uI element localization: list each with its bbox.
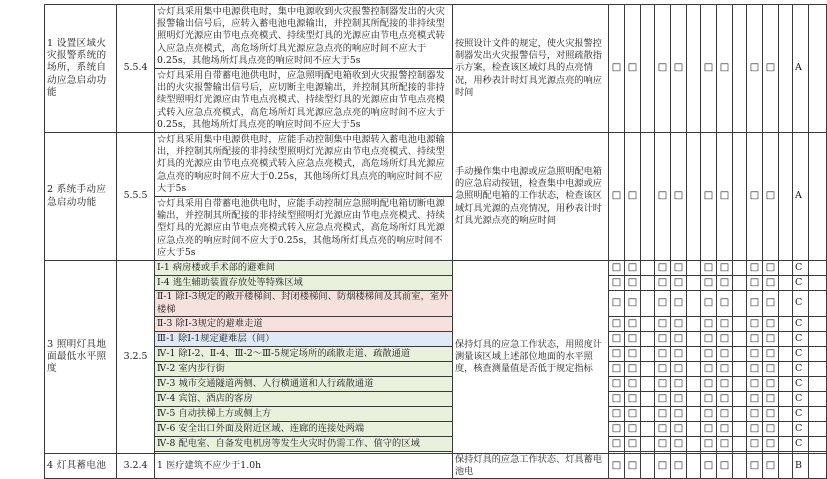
checkbox[interactable]: □ [717, 407, 733, 422]
checkbox[interactable]: □ [609, 276, 625, 291]
item-cell: 2 系统手动应急启动功能 [45, 133, 117, 261]
checkbox[interactable]: □ [701, 261, 717, 276]
checkbox[interactable]: □ [625, 392, 641, 407]
checkbox[interactable]: □ [701, 5, 717, 133]
blank-cell [733, 362, 747, 377]
sub-requirement-cell: Ⅳ-5 自动扶梯上方或侧上方 [155, 407, 453, 422]
checkbox[interactable]: □ [717, 422, 733, 437]
method-cell: 手动操作集中电源或应急照明配电箱的应急启动按钮，检查集中电源或应急照明配电箱的工作状态，检查该区域灯具光源的点亮情况，用秒表计时灯具光源点亮的响应时间 [453, 133, 609, 261]
category-cell: C [793, 317, 809, 332]
blank-cell [733, 347, 747, 362]
table-row [45, 5, 827, 69]
blank-cell [733, 422, 747, 437]
checkbox[interactable]: □ [655, 437, 671, 452]
checkbox[interactable]: □ [625, 5, 641, 133]
blank-cell [779, 392, 793, 407]
sub-requirement-cell: Ⅳ-3 城市交通隧道两侧、人行横通道和人行疏散通道 [155, 377, 453, 392]
checkbox[interactable]: □ [655, 332, 671, 347]
checkbox[interactable]: □ [701, 133, 717, 261]
blank-cell [641, 437, 655, 452]
checkbox[interactable]: □ [609, 392, 625, 407]
checkbox[interactable]: □ [747, 437, 763, 452]
checkbox[interactable]: □ [625, 291, 641, 317]
checkbox[interactable]: □ [655, 407, 671, 422]
blank-cell [687, 332, 701, 347]
checkbox[interactable]: □ [671, 5, 687, 133]
category-cell: C [793, 332, 809, 347]
requirement-cell: 1 医疗建筑不应少于1.0h [155, 454, 453, 479]
checkbox[interactable]: □ [763, 347, 779, 362]
table-row [45, 377, 827, 392]
blank-cell [641, 332, 655, 347]
checkbox[interactable]: □ [717, 5, 733, 133]
checkbox[interactable]: □ [609, 437, 625, 452]
blank-cell [779, 276, 793, 291]
blank-cell [809, 392, 827, 407]
blank-cell [809, 347, 827, 362]
sub-requirement-cell: Ⅰ-4 逃生辅助装置存放处等特殊区域 [155, 276, 453, 291]
blank-cell [809, 422, 827, 437]
requirement-cell: ☆灯具采用自带蓄电池供电时，应能手动控制应急照明配电箱切断电源输出，并控制其所配接的非持续型照明灯光源应由节电点亮模式、持续型灯具的光源应由节电点亮模式转入应急点亮模式，高危场所灯具光源应急点亮的响应时间不应大于0.25s，其他场所灯具点亮的响应时间不应大于5s [155, 197, 453, 261]
category-cell: C [793, 407, 809, 422]
requirement-cell: ☆灯具采用自带蓄电池供电时，应急照明配电箱收到火灾报警控制器发出的火灾报警输出信号后，应切断主电源输出，并控制其所配接的非持续型照明灯光源应由节电点亮模式、持续型灯具的光源应由节电点亮模式转入应急点亮模式，高危场所灯具光源应急点亮的响应时间不应大于0.25s，其他场所灯具点亮的响应时间不应大于5s [155, 69, 453, 133]
checkbox[interactable]: □ [625, 332, 641, 347]
blank-cell [733, 261, 747, 276]
checkbox[interactable]: □ [747, 133, 763, 261]
blank-cell [733, 317, 747, 332]
blank-cell [809, 454, 827, 479]
checkbox[interactable]: □ [609, 422, 625, 437]
table-row [45, 422, 827, 437]
checkbox[interactable]: □ [655, 422, 671, 437]
checkbox[interactable]: □ [763, 261, 779, 276]
checkbox[interactable]: □ [763, 133, 779, 261]
item-cell: 1 设置区域火灾报警系统的场所，系统自动应急启动功能 [45, 5, 117, 133]
checkbox[interactable]: □ [747, 422, 763, 437]
checkbox[interactable]: □ [717, 377, 733, 392]
checkbox[interactable]: □ [701, 332, 717, 347]
requirement-cell: ☆灯具采用集中电源供电时，集中电源收到火灾报警控制器发出的火灾报警输出信号后，应转入蓄电池电源输出，并控制其所配接的非持续型照明灯光源应由节电点亮模式、持续型灯具的光源应由节电点亮模式转入应急点亮模式，高危场所灯具光源应急点亮的响应时间不应大于0.25s，其他场所灯具点亮的响应时间不应大于5s [155, 5, 453, 69]
checkbox[interactable]: □ [671, 261, 687, 276]
category-cell: C [793, 437, 809, 452]
blank-cell [809, 437, 827, 452]
checkbox[interactable]: □ [671, 362, 687, 377]
checkbox[interactable]: □ [717, 454, 733, 479]
sub-requirement-cell: Ⅳ-2 室内步行街 [155, 362, 453, 377]
checkbox[interactable]: □ [747, 276, 763, 291]
table-row [45, 276, 827, 291]
blank-cell [687, 347, 701, 362]
blank-cell [687, 454, 701, 479]
category-cell: A [793, 5, 809, 133]
blank-cell [809, 377, 827, 392]
checkbox[interactable]: □ [717, 291, 733, 317]
checkbox[interactable]: □ [625, 454, 641, 479]
blank-cell [641, 317, 655, 332]
checkbox[interactable]: □ [671, 347, 687, 362]
checkbox[interactable]: □ [671, 437, 687, 452]
blank-cell [733, 377, 747, 392]
checkbox[interactable]: □ [763, 422, 779, 437]
checkbox[interactable]: □ [763, 454, 779, 479]
table-row [45, 454, 827, 479]
checkbox[interactable]: □ [717, 347, 733, 362]
checkbox[interactable]: □ [701, 291, 717, 317]
sub-requirement-cell: Ⅳ-4 宾馆、酒店的客房 [155, 392, 453, 407]
checkbox[interactable]: □ [717, 362, 733, 377]
checkbox[interactable]: □ [609, 362, 625, 377]
blank-cell [687, 377, 701, 392]
table-row [45, 291, 827, 317]
checkbox[interactable]: □ [609, 133, 625, 261]
category-cell: B [793, 454, 809, 479]
clause-cell: 5.5.4 [117, 5, 155, 133]
blank-cell [779, 317, 793, 332]
checkbox[interactable]: □ [625, 437, 641, 452]
requirement-cell: ☆灯具采用集中电源供电时，应能手动控制集中电源转入蓄电池电源输出，并控制其所配接的非持续型照明灯光源应由节电点亮模式、持续型灯具的光源应由节电点亮模式转入应急点亮模式，高危场所灯具光源应急点亮的响应时间不应大于0.25s，其他场所灯具点亮的响应时间不应大于5s [155, 133, 453, 197]
sub-requirement-cell: Ⅳ-8 配电室、自备发电机房等发生火灾时仍需工作、值守的区域 [155, 437, 453, 452]
checkbox[interactable]: □ [701, 407, 717, 422]
table-row [45, 133, 827, 197]
blank-cell [733, 407, 747, 422]
checkbox[interactable]: □ [655, 317, 671, 332]
blank-cell [641, 291, 655, 317]
checkbox[interactable]: □ [763, 276, 779, 291]
blank-cell [641, 347, 655, 362]
method-cell: 保持灯具的应急工作状态，用照度计测量该区域上述部位地面的水平照度，核查测量值是否低于规定指标 [453, 261, 609, 454]
checkbox[interactable]: □ [655, 377, 671, 392]
table-row [45, 407, 827, 422]
checkbox[interactable]: □ [717, 261, 733, 276]
checkbox[interactable]: □ [671, 407, 687, 422]
blank-cell [809, 291, 827, 317]
clause-cell: 3.2.4 [117, 454, 155, 479]
checkbox[interactable]: □ [701, 362, 717, 377]
blank-cell [687, 133, 701, 261]
category-cell: C [793, 362, 809, 377]
blank-cell [687, 317, 701, 332]
checkbox[interactable]: □ [763, 392, 779, 407]
checkbox[interactable]: □ [701, 317, 717, 332]
blank-cell [641, 362, 655, 377]
blank-cell [687, 5, 701, 133]
blank-cell [779, 133, 793, 261]
checkbox[interactable]: □ [763, 317, 779, 332]
checkbox[interactable]: □ [763, 377, 779, 392]
table-row [45, 392, 827, 407]
checkbox[interactable]: □ [609, 347, 625, 362]
checkbox[interactable]: □ [747, 377, 763, 392]
category-cell: A [793, 133, 809, 261]
category-cell: C [793, 291, 809, 317]
blank-cell [733, 332, 747, 347]
checkbox[interactable]: □ [763, 5, 779, 133]
checkbox[interactable]: □ [655, 5, 671, 133]
blank-cell [733, 437, 747, 452]
checkbox[interactable]: □ [625, 261, 641, 276]
checkbox[interactable]: □ [671, 377, 687, 392]
blank-cell [809, 362, 827, 377]
method-cell: 按照设计文件的规定，使火灾报警控制器发出火灾报警信号，对照疏散指示方案，检查该区域灯具的点亮情况，用秒表计时灯具光源点亮的响应时间 [453, 5, 609, 133]
blank-cell [687, 422, 701, 437]
table-row [45, 332, 827, 347]
checkbox[interactable]: □ [625, 133, 641, 261]
blank-cell [733, 5, 747, 133]
checkbox[interactable]: □ [747, 407, 763, 422]
clause-cell: 3.2.5 [117, 261, 155, 454]
checkbox[interactable]: □ [625, 407, 641, 422]
checkbox[interactable]: □ [655, 347, 671, 362]
blank-cell [809, 407, 827, 422]
blank-cell [809, 276, 827, 291]
blank-cell [687, 291, 701, 317]
table-row [45, 362, 827, 377]
checkbox[interactable]: □ [609, 332, 625, 347]
checkbox[interactable]: □ [609, 291, 625, 317]
blank-cell [779, 362, 793, 377]
sub-requirement-cell: Ⅳ-1 除Ⅰ-2、Ⅱ-4、Ⅲ-2～Ⅲ-5规定场所的疏散走道、疏散通道 [155, 347, 453, 362]
category-cell: C [793, 261, 809, 276]
checkbox[interactable]: □ [701, 454, 717, 479]
blank-cell [733, 133, 747, 261]
checkbox[interactable]: □ [763, 437, 779, 452]
blank-cell [687, 261, 701, 276]
sub-requirement-cell: Ⅳ-6 安全出口外面及附近区域、连廊的连接处两端 [155, 422, 453, 437]
checkbox[interactable]: □ [609, 261, 625, 276]
blank-cell [641, 133, 655, 261]
blank-cell [779, 332, 793, 347]
blank-cell [809, 133, 827, 261]
checkbox[interactable]: □ [655, 133, 671, 261]
checkbox[interactable]: □ [609, 317, 625, 332]
checkbox[interactable]: □ [717, 317, 733, 332]
blank-cell [779, 377, 793, 392]
category-cell: C [793, 392, 809, 407]
category-cell: C [793, 422, 809, 437]
checkbox[interactable]: □ [671, 454, 687, 479]
checkbox[interactable]: □ [763, 362, 779, 377]
blank-cell [733, 392, 747, 407]
checkbox[interactable]: □ [671, 392, 687, 407]
inspection-table [44, 4, 827, 479]
blank-cell [809, 261, 827, 276]
blank-cell [779, 437, 793, 452]
checkbox[interactable]: □ [625, 276, 641, 291]
checkbox[interactable]: □ [609, 454, 625, 479]
checkbox[interactable]: □ [625, 347, 641, 362]
blank-cell [641, 5, 655, 133]
checkbox[interactable]: □ [747, 5, 763, 133]
blank-cell [779, 454, 793, 479]
blank-cell [687, 407, 701, 422]
blank-cell [687, 276, 701, 291]
blank-cell [687, 392, 701, 407]
clause-cell: 5.5.5 [117, 133, 155, 261]
table-row [45, 261, 827, 276]
checkbox[interactable]: □ [717, 276, 733, 291]
blank-cell [641, 377, 655, 392]
blank-cell [809, 5, 827, 133]
checkbox[interactable]: □ [655, 276, 671, 291]
category-cell: C [793, 347, 809, 362]
blank-cell [687, 362, 701, 377]
checkbox[interactable]: □ [655, 454, 671, 479]
category-cell: C [793, 276, 809, 291]
blank-cell [641, 422, 655, 437]
checkbox[interactable]: □ [763, 291, 779, 317]
checkbox[interactable]: □ [671, 332, 687, 347]
blank-cell [809, 332, 827, 347]
checkbox[interactable]: □ [671, 276, 687, 291]
checkbox[interactable]: □ [609, 407, 625, 422]
blank-cell [779, 422, 793, 437]
checkbox[interactable]: □ [701, 276, 717, 291]
blank-cell [687, 437, 701, 452]
checkbox[interactable]: □ [625, 362, 641, 377]
blank-cell [779, 5, 793, 133]
checkbox[interactable]: □ [625, 422, 641, 437]
blank-cell [641, 261, 655, 276]
checkbox[interactable]: □ [701, 347, 717, 362]
checkbox[interactable]: □ [625, 317, 641, 332]
checkbox[interactable]: □ [701, 422, 717, 437]
checkbox[interactable]: □ [671, 317, 687, 332]
sub-requirement-cell: Ⅱ-3 除Ⅰ-3规定的避难走道 [155, 317, 453, 332]
blank-cell [641, 392, 655, 407]
checkbox[interactable]: □ [763, 332, 779, 347]
item-cell: 3 照明灯具地面最低水平照度 [45, 261, 117, 454]
checkbox[interactable]: □ [763, 407, 779, 422]
checkbox[interactable]: □ [747, 317, 763, 332]
blank-cell [809, 317, 827, 332]
blank-cell [779, 261, 793, 276]
checkbox[interactable]: □ [747, 291, 763, 317]
sub-requirement-cell: Ⅲ-1 除Ⅰ-1规定避难层（间） [155, 332, 453, 347]
checkbox[interactable]: □ [655, 291, 671, 317]
table-row [45, 347, 827, 362]
checkbox[interactable]: □ [747, 347, 763, 362]
checkbox[interactable]: □ [655, 261, 671, 276]
checkbox[interactable]: □ [671, 133, 687, 261]
checkbox[interactable]: □ [671, 291, 687, 317]
checkbox[interactable]: □ [717, 332, 733, 347]
sub-requirement-cell: Ⅰ-1 病房楼或手术部的避难间 [155, 261, 453, 276]
blank-cell [641, 276, 655, 291]
method-cell: 保持灯具的应急工作状态、灯具蓄电池电 [453, 454, 609, 479]
checkbox[interactable]: □ [717, 392, 733, 407]
blank-cell [779, 407, 793, 422]
table-row [45, 437, 827, 452]
checkbox[interactable]: □ [655, 362, 671, 377]
checkbox[interactable]: □ [655, 392, 671, 407]
blank-cell [779, 291, 793, 317]
blank-cell [641, 454, 655, 479]
checkbox[interactable]: □ [717, 437, 733, 452]
table-row [45, 317, 827, 332]
checkbox[interactable]: □ [609, 5, 625, 133]
item-cell: 4 灯具蓄电池 [45, 454, 117, 479]
checkbox[interactable]: □ [747, 332, 763, 347]
checkbox[interactable]: □ [671, 422, 687, 437]
category-cell: C [793, 377, 809, 392]
checkbox[interactable]: □ [701, 437, 717, 452]
blank-cell [641, 407, 655, 422]
blank-cell [779, 347, 793, 362]
checkbox[interactable]: □ [701, 392, 717, 407]
blank-cell [733, 291, 747, 317]
blank-cell [733, 454, 747, 479]
sub-requirement-cell: Ⅱ-1 除Ⅰ-3规定的敞开楼梯间、封闭楼梯间、防烟楼梯间及其前室，室外楼梯 [155, 291, 453, 317]
checkbox[interactable]: □ [625, 377, 641, 392]
checkbox[interactable]: □ [747, 261, 763, 276]
checkbox[interactable]: □ [747, 362, 763, 377]
checkbox[interactable]: □ [747, 392, 763, 407]
checkbox[interactable]: □ [701, 377, 717, 392]
checkbox[interactable]: □ [609, 377, 625, 392]
checkbox[interactable]: □ [747, 454, 763, 479]
blank-cell [733, 276, 747, 291]
checkbox[interactable]: □ [717, 133, 733, 261]
